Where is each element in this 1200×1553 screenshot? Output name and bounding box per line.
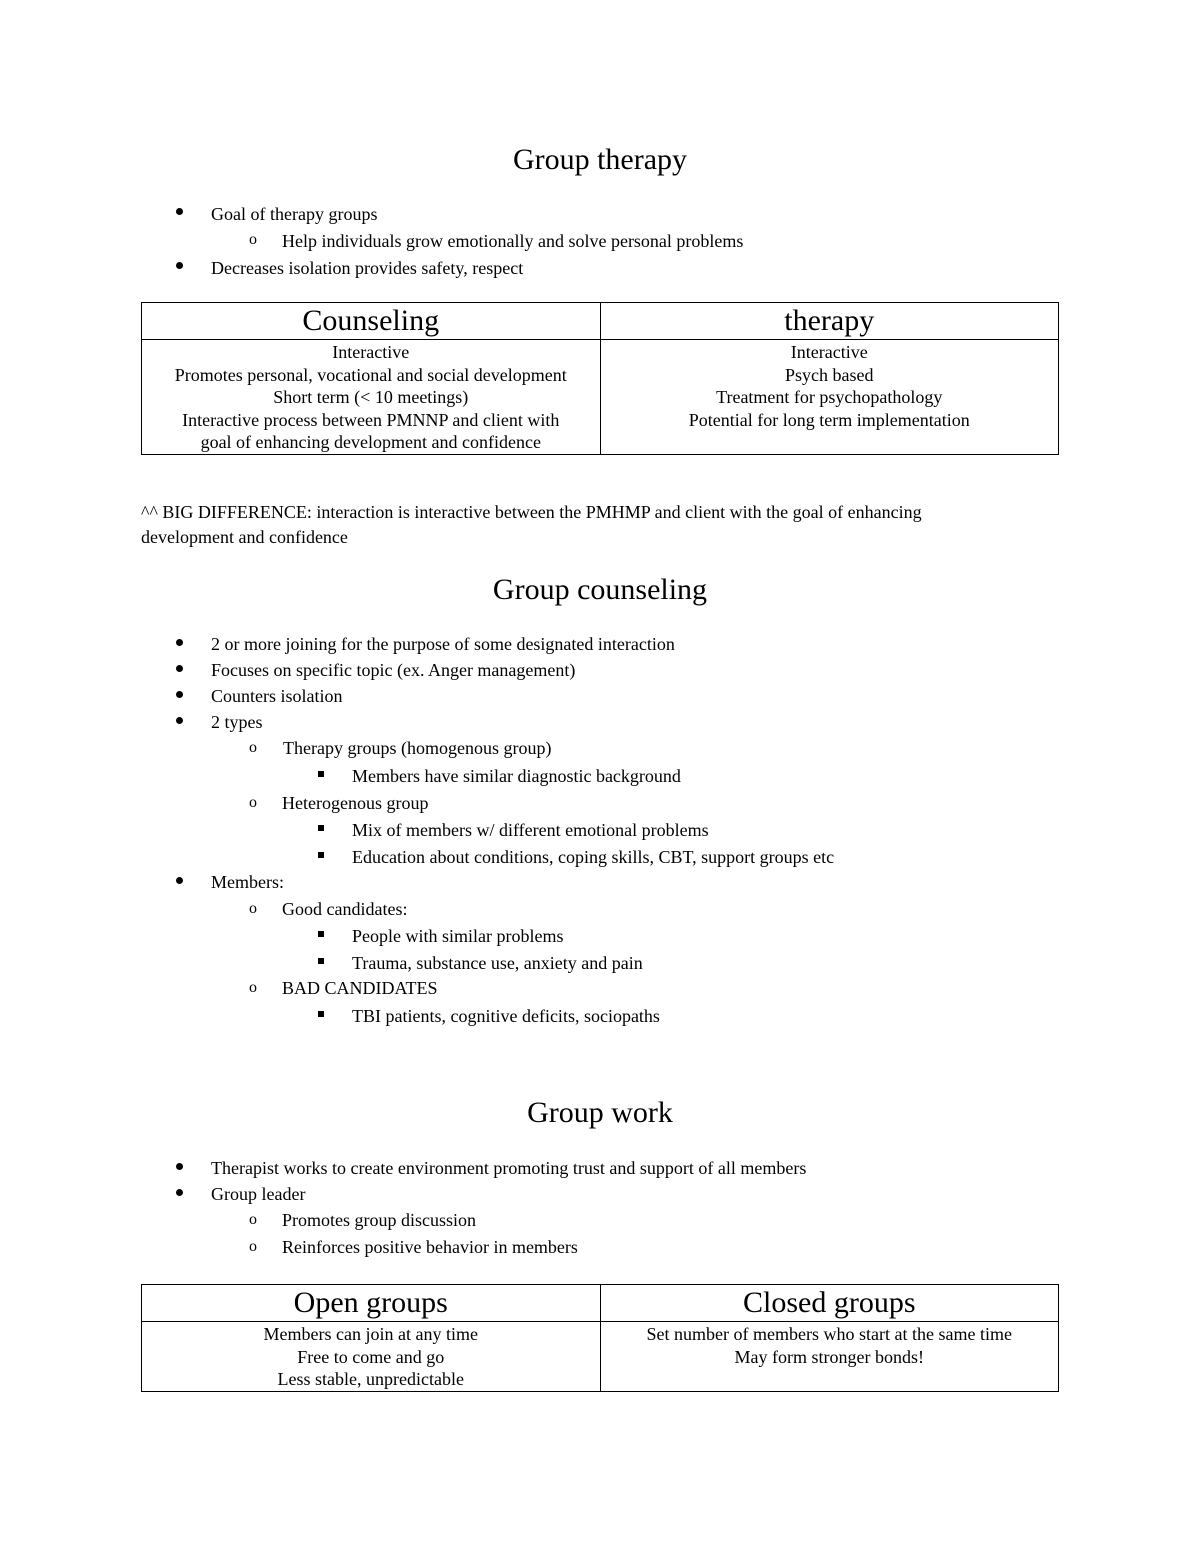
table-cell-closed-groups	[600, 1322, 1059, 1392]
cell-line: Promotes personal, vocational and social development	[174, 364, 567, 385]
sub-bullet-text: Help individuals grow emotionally and solve personal problems	[282, 231, 744, 251]
table-cell-open-groups	[142, 1322, 601, 1392]
cell-line: goal of enhancing development and confidence	[200, 432, 541, 452]
bullet-icon	[176, 717, 183, 724]
bullet-square-icon	[318, 1011, 324, 1017]
bullet-o-icon: o	[249, 900, 257, 917]
heading-group-counseling: Group counseling	[492, 573, 708, 606]
bullet-square-icon	[318, 958, 324, 964]
cell-line: Members can join at any time	[263, 1324, 478, 1344]
table-header-counseling: Counseling	[142, 303, 601, 340]
table-cell-therapy	[600, 340, 1059, 455]
bullet-icon	[176, 691, 183, 698]
bullet-square-icon	[318, 771, 324, 777]
sub-bullet-text: Promotes group discussion	[282, 1210, 477, 1230]
bullet-text: Decreases isolation provides safety, respect	[211, 258, 524, 278]
bullet-icon	[176, 1163, 183, 1170]
comparison-table-open-closed	[141, 1284, 1059, 1392]
sub-bullet-text: Reinforces positive behavior in members	[282, 1237, 578, 1257]
bullet-text: Therapist works to create environment promoting trust and support of all members	[211, 1158, 807, 1178]
bullet-icon	[176, 1189, 183, 1196]
bullet-o-icon: o	[249, 1211, 257, 1228]
bullet-text: Goal of therapy groups	[211, 204, 378, 224]
cell-line: May form stronger bonds!	[734, 1346, 924, 1367]
bullet-text: Group leader	[211, 1184, 306, 1204]
bullet-icon	[176, 639, 183, 646]
sub-sub-bullet-text: Members have similar diagnostic background	[352, 766, 681, 786]
bullet-o-icon: o	[249, 739, 257, 756]
cell-line: Interactive process between PMNNP and client with	[182, 409, 560, 430]
bullet-icon	[176, 665, 183, 672]
table-header-closed-groups: Closed groups	[600, 1285, 1059, 1322]
sub-sub-bullet-text: People with similar problems	[352, 926, 564, 946]
comparison-table-counseling-therapy	[141, 302, 1059, 455]
sub-sub-bullet-text: TBI patients, cognitive deficits, sociopaths	[352, 1006, 660, 1026]
bullet-square-icon	[318, 825, 324, 831]
bullet-text: Members:	[211, 872, 284, 892]
bullet-icon	[176, 877, 183, 884]
table-cell-counseling	[142, 340, 601, 455]
note-line-2: development and confidence	[141, 527, 348, 547]
cell-line: Interactive	[790, 342, 868, 362]
cell-line: Less stable, unpredictable	[277, 1369, 464, 1389]
bullet-text: 2 types	[211, 712, 263, 732]
cell-line: Potential for long term implementation	[688, 409, 970, 430]
bullet-text: 2 or more joining for the purpose of some designated interaction	[211, 634, 675, 654]
sub-sub-bullet-text: Mix of members w/ different emotional problems	[352, 820, 709, 840]
bullet-icon	[176, 208, 183, 215]
bullet-o-icon: o	[249, 979, 257, 996]
sub-bullet-text: Heterogenous group	[282, 793, 429, 813]
note-line-1: ^^ BIG DIFFERENCE: interaction is interactive between the PMHMP and client with the goal of enhancing	[141, 502, 922, 522]
bullet-text: Counters isolation	[211, 686, 343, 706]
bullet-o-icon: o	[249, 794, 257, 811]
sub-sub-bullet-text: Trauma, substance use, anxiety and pain	[352, 953, 643, 973]
table-header-therapy: therapy	[600, 303, 1059, 340]
cell-line: Short term (< 10 meetings)	[273, 387, 469, 407]
bullet-square-icon	[318, 931, 324, 937]
sub-bullet-text: Good candidates:	[282, 899, 408, 919]
bullet-icon	[176, 262, 183, 269]
bullet-o-icon: o	[249, 1238, 257, 1255]
sub-sub-bullet-text: Education about conditions, coping skills, CBT, support groups etc	[352, 847, 835, 867]
cell-line: Treatment for psychopathology	[716, 387, 943, 407]
sub-bullet-text: Therapy groups (homogenous group)	[283, 738, 552, 758]
heading-group-work: Group work	[527, 1096, 673, 1129]
bullet-text: Focuses on specific topic (ex. Anger management)	[211, 660, 576, 680]
sub-bullet-text: BAD CANDIDATES	[282, 978, 438, 998]
cell-line: Psych based	[785, 364, 874, 385]
heading-group-therapy: Group therapy	[512, 143, 688, 176]
bullet-o-icon: o	[249, 231, 257, 248]
table-header-open-groups: Open groups	[142, 1285, 601, 1322]
cell-line: Set number of members who start at the same time	[646, 1324, 1012, 1344]
bullet-square-icon	[318, 852, 324, 858]
cell-line: Interactive	[332, 342, 410, 362]
cell-line: Free to come and go	[297, 1346, 445, 1367]
